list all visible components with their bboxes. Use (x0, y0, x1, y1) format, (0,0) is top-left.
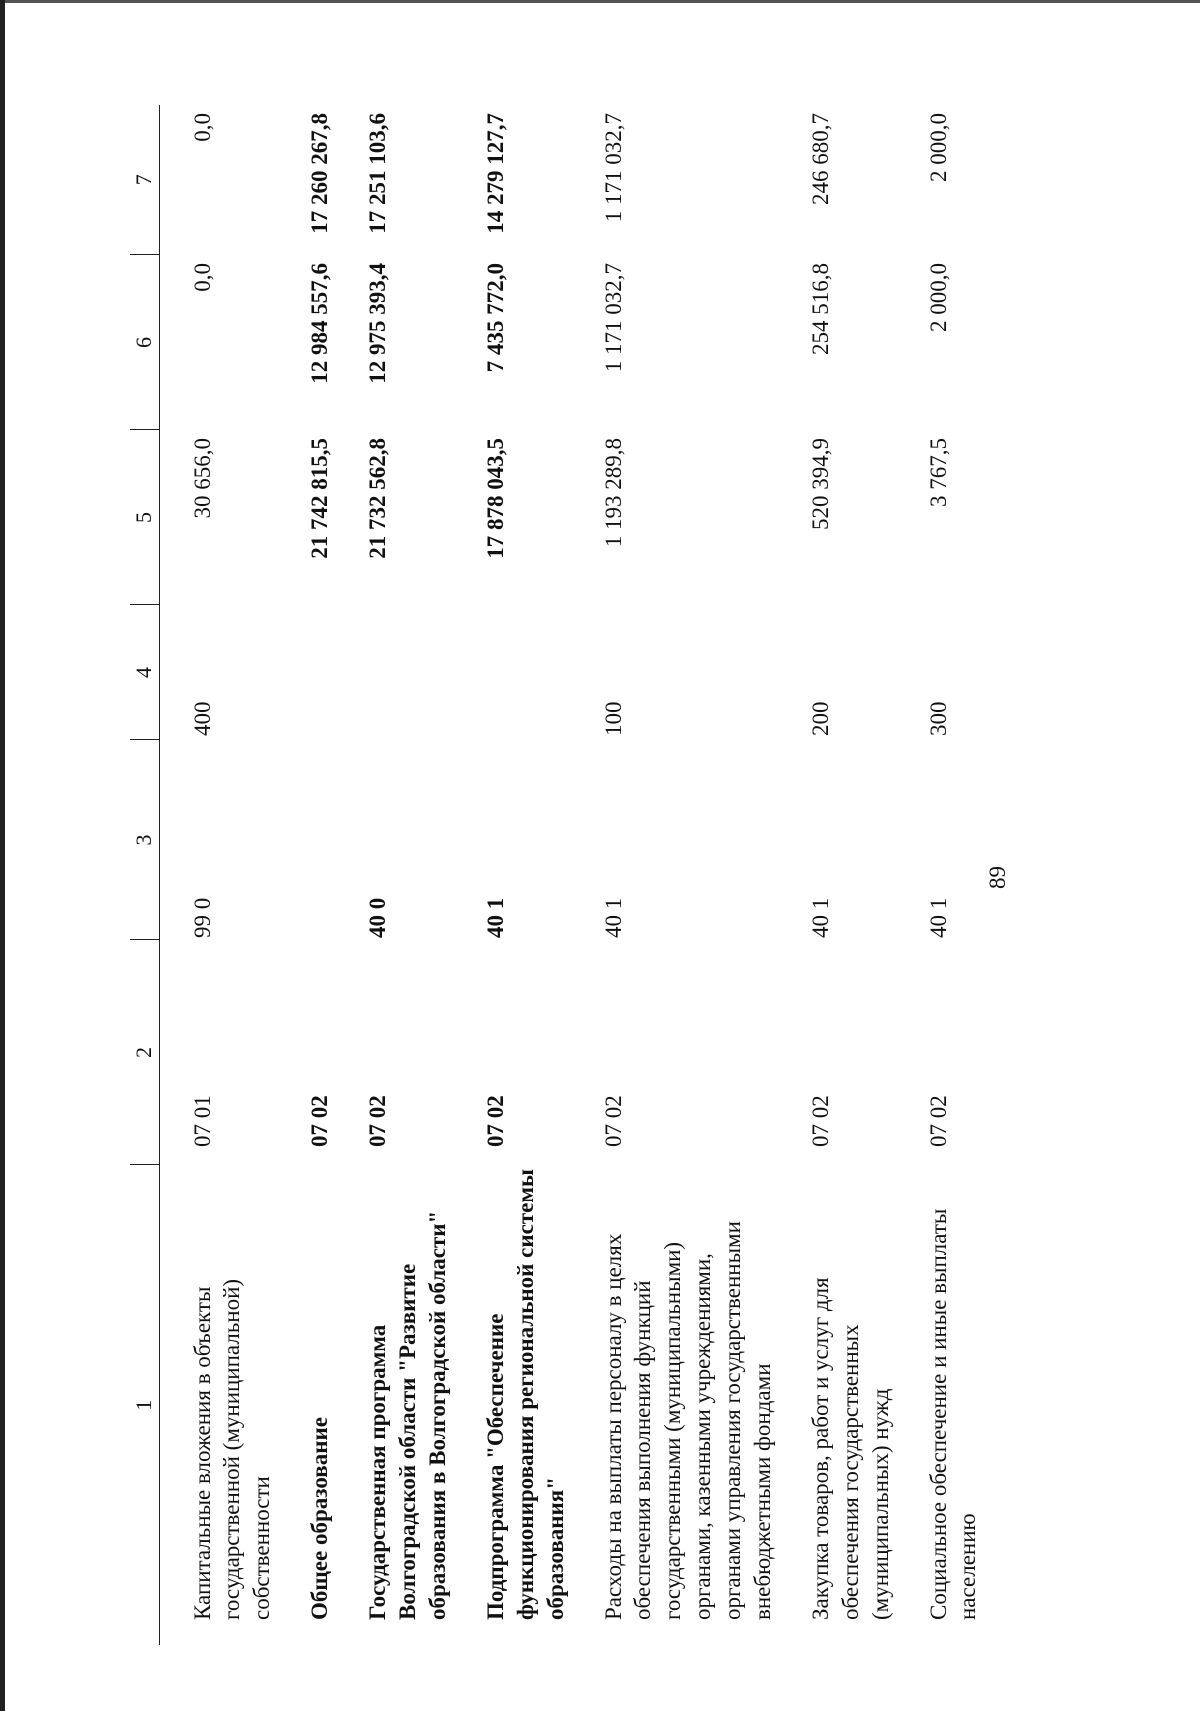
table-row (159, 105, 277, 1645)
cell-value-6: 7 435 772,0 (482, 263, 508, 373)
cell-value-7: 1 171 032,7 (600, 113, 626, 223)
cell-section: 07 02 (365, 1095, 391, 1147)
cell-program: 40 1 (925, 897, 951, 938)
cell-value-6: 2 000,0 (925, 263, 951, 332)
cell-expense-type (453, 605, 571, 740)
cell-name: Расходы на выплаты персоналу в целях обеспечения выполнения функций государственными (муниципальными) органами, казенными учреждениями, органами управления государственными внебюджетными фондами (600, 1221, 775, 1620)
table-row (571, 105, 778, 1645)
cell-program: 40 1 (482, 897, 508, 938)
cell-name: Государственная программа Волгоградской области "Развитие образования в Волгоградской области" (365, 1210, 450, 1620)
cell-section: 07 02 (307, 1095, 333, 1147)
rotated-page (130, 90, 1150, 1665)
cell-value-5: 1 193 289,8 (600, 438, 626, 548)
budget-table (130, 105, 983, 1645)
cell-value-7: 246 680,7 (807, 113, 833, 205)
cell-name: Закупка товаров, работ и услуг для обеспечения государственных (муниципальных) нужд (807, 1277, 893, 1620)
cell-section: 07 02 (600, 1095, 626, 1147)
cell-value-6: 0,0 (189, 263, 215, 292)
cell-value-7: 17 251 103,6 (365, 113, 391, 234)
cell-section: 07 01 (189, 1095, 215, 1147)
cell-program: 40 1 (807, 897, 833, 938)
cell-value-7: 0,0 (189, 113, 215, 142)
cell-name: Подпрограмма "Обеспечение функционирования региональной системы образования" (482, 1169, 568, 1620)
cell-expense-type (335, 605, 453, 740)
cell-value-6: 12 984 557,6 (307, 263, 333, 384)
cell-expense-type: 400 (189, 701, 215, 736)
cell-name: Социальное обеспечение и иные выплаты населению (925, 1208, 981, 1620)
cell-value-6: 254 516,8 (807, 263, 833, 355)
header-col-4: 4 (130, 605, 159, 740)
cell-name: Общее образование (307, 1417, 333, 1620)
header-row (130, 105, 159, 1645)
table-row (335, 105, 453, 1645)
cell-name: Капитальные вложения в объекты государственной (муниципальной) собственности (189, 1278, 275, 1620)
cell-value-5: 520 394,9 (807, 438, 833, 530)
cell-value-5: 3 767,5 (925, 438, 951, 507)
cell-section: 07 02 (925, 1095, 951, 1147)
header-col-5: 5 (130, 430, 159, 605)
cell-expense-type: 100 (600, 701, 626, 736)
header-col-6: 6 (130, 255, 159, 430)
cell-value-5: 30 656,0 (189, 438, 215, 519)
cell-expense-type (277, 605, 335, 740)
page-number: 89 (985, 866, 1010, 889)
cell-value-5: 21 732 562,8 (365, 438, 391, 559)
cell-program: 40 0 (365, 897, 391, 938)
cell-value-6: 1 171 032,7 (600, 263, 626, 373)
header-col-3: 3 (130, 740, 159, 940)
cell-section: 07 02 (482, 1095, 508, 1147)
cell-expense-type: 200 (807, 701, 833, 736)
cell-program (277, 740, 335, 940)
cell-value-6: 12 975 393,4 (365, 263, 391, 384)
cell-program: 40 1 (600, 897, 626, 938)
header-col-1: 1 (130, 1165, 159, 1645)
cell-value-5: 21 742 815,5 (307, 438, 333, 559)
table-row (778, 105, 896, 1645)
header-col-7: 7 (130, 105, 159, 255)
cell-program: 99 0 (189, 897, 215, 938)
cell-value-7: 17 260 267,8 (307, 113, 333, 234)
scan-edge-left (0, 0, 5, 1711)
cell-value-7: 14 279 127,7 (482, 113, 508, 234)
cell-expense-type: 300 (925, 701, 951, 736)
table-row (453, 105, 571, 1645)
scan-edge-top (0, 0, 1200, 3)
cell-section: 07 02 (807, 1095, 833, 1147)
table-row (896, 105, 984, 1645)
cell-value-5: 17 878 043,5 (482, 438, 508, 559)
cell-value-7: 2 000,0 (925, 113, 951, 182)
table-row (277, 105, 335, 1645)
header-col-2: 2 (130, 940, 159, 1165)
